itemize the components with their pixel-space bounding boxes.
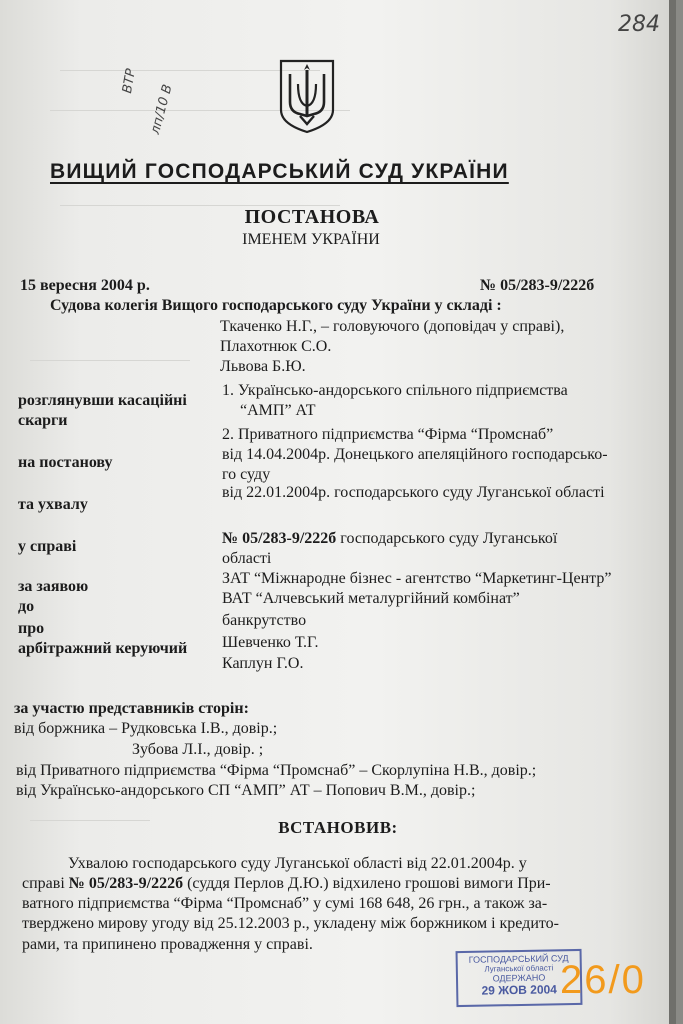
- ruling-line-1: від 14.04.2004р. Донецького апеляційного господарсько-: [222, 446, 608, 463]
- court-name-heading: ВИЩИЙ ГОСПОДАРСЬКИЙ СУД УКРАЇНИ: [50, 160, 509, 183]
- body-line-2: [22, 875, 551, 893]
- established-heading: ВСТАНОВИВ:: [278, 818, 398, 837]
- order-text: від 22.01.2004р. господарського суду Луганської області: [222, 484, 605, 501]
- camera-date-overlay: 26/0: [560, 958, 646, 1002]
- manager-value-2: Каплун Г.О.: [222, 655, 304, 672]
- case-ref-number: № 05/283-9/222б: [222, 530, 337, 547]
- representative-2: Зубова Л.І., довір. ;: [132, 741, 264, 758]
- case-ref-line-2: області: [222, 550, 272, 567]
- representative-3: від Приватного підприємства “Фірма “Промснаб” – Скорлупіна Н.В., довір.;: [16, 762, 537, 779]
- case-ref-rest: господарського суду Луганської: [340, 530, 558, 547]
- representatives-heading: за участю представників сторін:: [14, 700, 249, 717]
- representative-4: від Українсько-андорського СП “АМП” АТ – Попович В.М., довір.;: [16, 782, 476, 799]
- body-line-4: тверджено мирову угоду від 25.12.2003 р., укладену між боржником і кредито-: [22, 915, 559, 932]
- case-ref-line-1: [222, 530, 557, 548]
- page-number-handwritten: 284: [618, 12, 660, 37]
- respondent-value: ВАТ “Алчевський металургійний комбінат”: [222, 590, 520, 607]
- label-in-case: у справі: [18, 538, 77, 555]
- body-line-5: рами, та припинено провадження у справі.: [22, 936, 313, 953]
- panel-heading: Судова колегія Вищого господарського суду України у складі :: [50, 297, 502, 314]
- document-type-title: ПОСТАНОВА: [244, 206, 380, 228]
- label-considered: розглянувши касаційні: [18, 392, 187, 409]
- body-line-2-suffix: (суддя Перлов Д.Ю.) відхилено грошові вимоги При-: [187, 875, 551, 892]
- body-line-3: ватного підприємства “Фірма “Промснаб” у сумі 168 648, 26 грн., а також за-: [22, 895, 548, 912]
- judge-3: Львова Б.Ю.: [220, 358, 306, 375]
- judge-2: Плахотнюк С.О.: [220, 338, 332, 355]
- decision-date: 15 вересня 2004 р.: [20, 277, 150, 294]
- body-line-2-prefix: справі: [22, 875, 65, 892]
- complainant-2: 2. Приватного підприємства “Фірма “Промснаб”: [222, 426, 554, 443]
- label-and-order: та ухвалу: [18, 496, 88, 513]
- body-line-1: Ухвалою господарського суду Луганської області від 22.01.2004р. у: [68, 855, 527, 872]
- trident-emblem-icon: [278, 58, 336, 134]
- label-to: до: [18, 598, 35, 615]
- handwritten-note-2: лп/10 В: [148, 82, 176, 136]
- label-complaints: скарги: [18, 412, 68, 429]
- handwritten-note-1: ВТР: [120, 67, 140, 95]
- page-edge-shadow: [669, 0, 676, 1024]
- label-applicant: за заявою: [18, 578, 89, 595]
- case-number: № 05/283-9/222б: [480, 277, 595, 294]
- representative-1: від боржника – Рудковська І.В., довір.;: [14, 720, 278, 737]
- document-subtitle: ІМЕНЕМ УКРАЇНИ: [242, 231, 380, 248]
- complainant-1-line-1: 1. Українсько-андорського спільного підприємства: [222, 382, 568, 399]
- judge-1: Ткаченко Н.Г., – головуючого (доповідач у справі),: [220, 318, 565, 335]
- received-stamp: ГОСПОДАРСЬКИЙ СУД Луганської області ОДЕРЖАНО 29 ЖОВ 2004: [456, 949, 583, 1007]
- label-on-ruling: на постанову: [18, 454, 113, 471]
- label-arbitrage-manager: арбітражний керуючий: [18, 640, 188, 657]
- label-about: про: [18, 620, 45, 637]
- complainant-1-line-2: “АМП” АТ: [240, 402, 316, 419]
- ruling-line-2: го суду: [222, 466, 271, 483]
- manager-value-1: Шевченко Т.Г.: [222, 634, 319, 651]
- applicant-value: ЗАТ “Міжнародне бізнес - агентство “Маркетинг-Центр”: [222, 570, 612, 587]
- body-line-2-case: № 05/283-9/222б: [68, 875, 184, 892]
- subject-value: банкрутство: [222, 612, 307, 629]
